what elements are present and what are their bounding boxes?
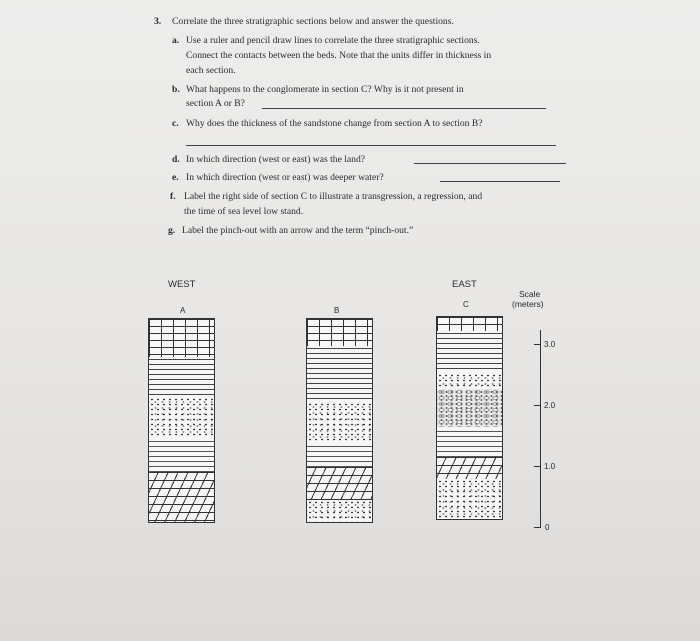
item-d-line-1: In which direction (west or east) was the land? [186,154,366,165]
bed-basal-sandstone [437,479,502,519]
item-b-letter: b. [172,84,180,95]
east-label: EAST [452,279,477,290]
bed-siltstone [149,437,214,473]
bed-shale [307,346,372,403]
answer-blank-e[interactable] [440,181,560,182]
item-f-line-2: the time of sea level low stand. [184,206,304,217]
item-c-letter: c. [172,118,179,129]
scale-tick-3 [534,344,541,345]
scale-tick-1 [534,466,541,467]
bed-siltstone [437,427,502,458]
scale-tick-0 [534,527,541,528]
scale-unit: (meters) [512,299,544,309]
item-c-line-1: Why does the thickness of the sandstone change from section A to section B? [186,118,483,129]
item-g-line-1: Label the pinch-out with an arrow and the term “pinch-out.” [182,225,414,236]
scale-axis [540,330,541,527]
item-d-letter: d. [172,154,180,165]
bed-shale [437,331,502,374]
section-b-column [306,318,373,523]
scale-tick-2 [534,405,541,406]
question-number: 3. [154,16,162,27]
bed-limestone [307,319,372,347]
item-e-line-1: In which direction (west or east) was deeper water? [186,172,384,183]
question-intro: Correlate the three stratigraphic sections below and answer the questions. [172,16,454,27]
item-e-letter: e. [172,172,179,183]
item-f-line-1: Label the right side of section C to illustrate a transgression, a regression, and [184,191,483,202]
scale-label-0: 0 [545,523,550,532]
bed-limestone [437,317,502,332]
section-c-column [436,316,503,520]
section-a-column [148,318,215,523]
scale-label-3: 3.0 [544,340,556,349]
item-a-line-1: Use a ruler and pencil draw lines to correlate the three stratigraphic sections. [186,35,480,46]
section-b-label: B [334,306,340,315]
item-g-letter: g. [168,225,176,236]
bed-conglomerate [437,389,502,428]
bed-shale [149,357,214,398]
answer-blank-d[interactable] [414,163,566,164]
section-a-label: A [180,306,186,315]
bed-limestone [149,319,214,358]
bed-dolostone [437,457,502,480]
bed-sandstone [149,397,214,438]
bed-sandstone [307,402,372,443]
answer-blank-c[interactable] [186,145,556,146]
bed-dolostone [307,467,372,501]
scale-title: Scale [519,289,541,299]
section-c-label: C [463,300,469,309]
answer-blank-b[interactable] [262,108,546,109]
item-f-letter: f. [170,191,176,202]
item-b-line-2: section A or B? [186,98,245,109]
item-b-line-1: What happens to the conglomerate in section C? Why is it not present in [186,84,464,95]
item-a-line-2: Connect the contacts between the beds. Note that the units differ in thickness in [186,50,492,61]
west-label: WEST [168,279,196,290]
scale-label-1: 1.0 [544,462,556,471]
bed-dolostone [149,472,214,522]
bed-sandstone [437,373,502,390]
bed-siltstone [307,442,372,468]
scale-label-2: 2.0 [544,401,556,410]
bed-basal-sandstone [307,500,372,522]
item-a-line-3: each section. [186,65,236,76]
item-a-letter: a. [172,35,180,46]
